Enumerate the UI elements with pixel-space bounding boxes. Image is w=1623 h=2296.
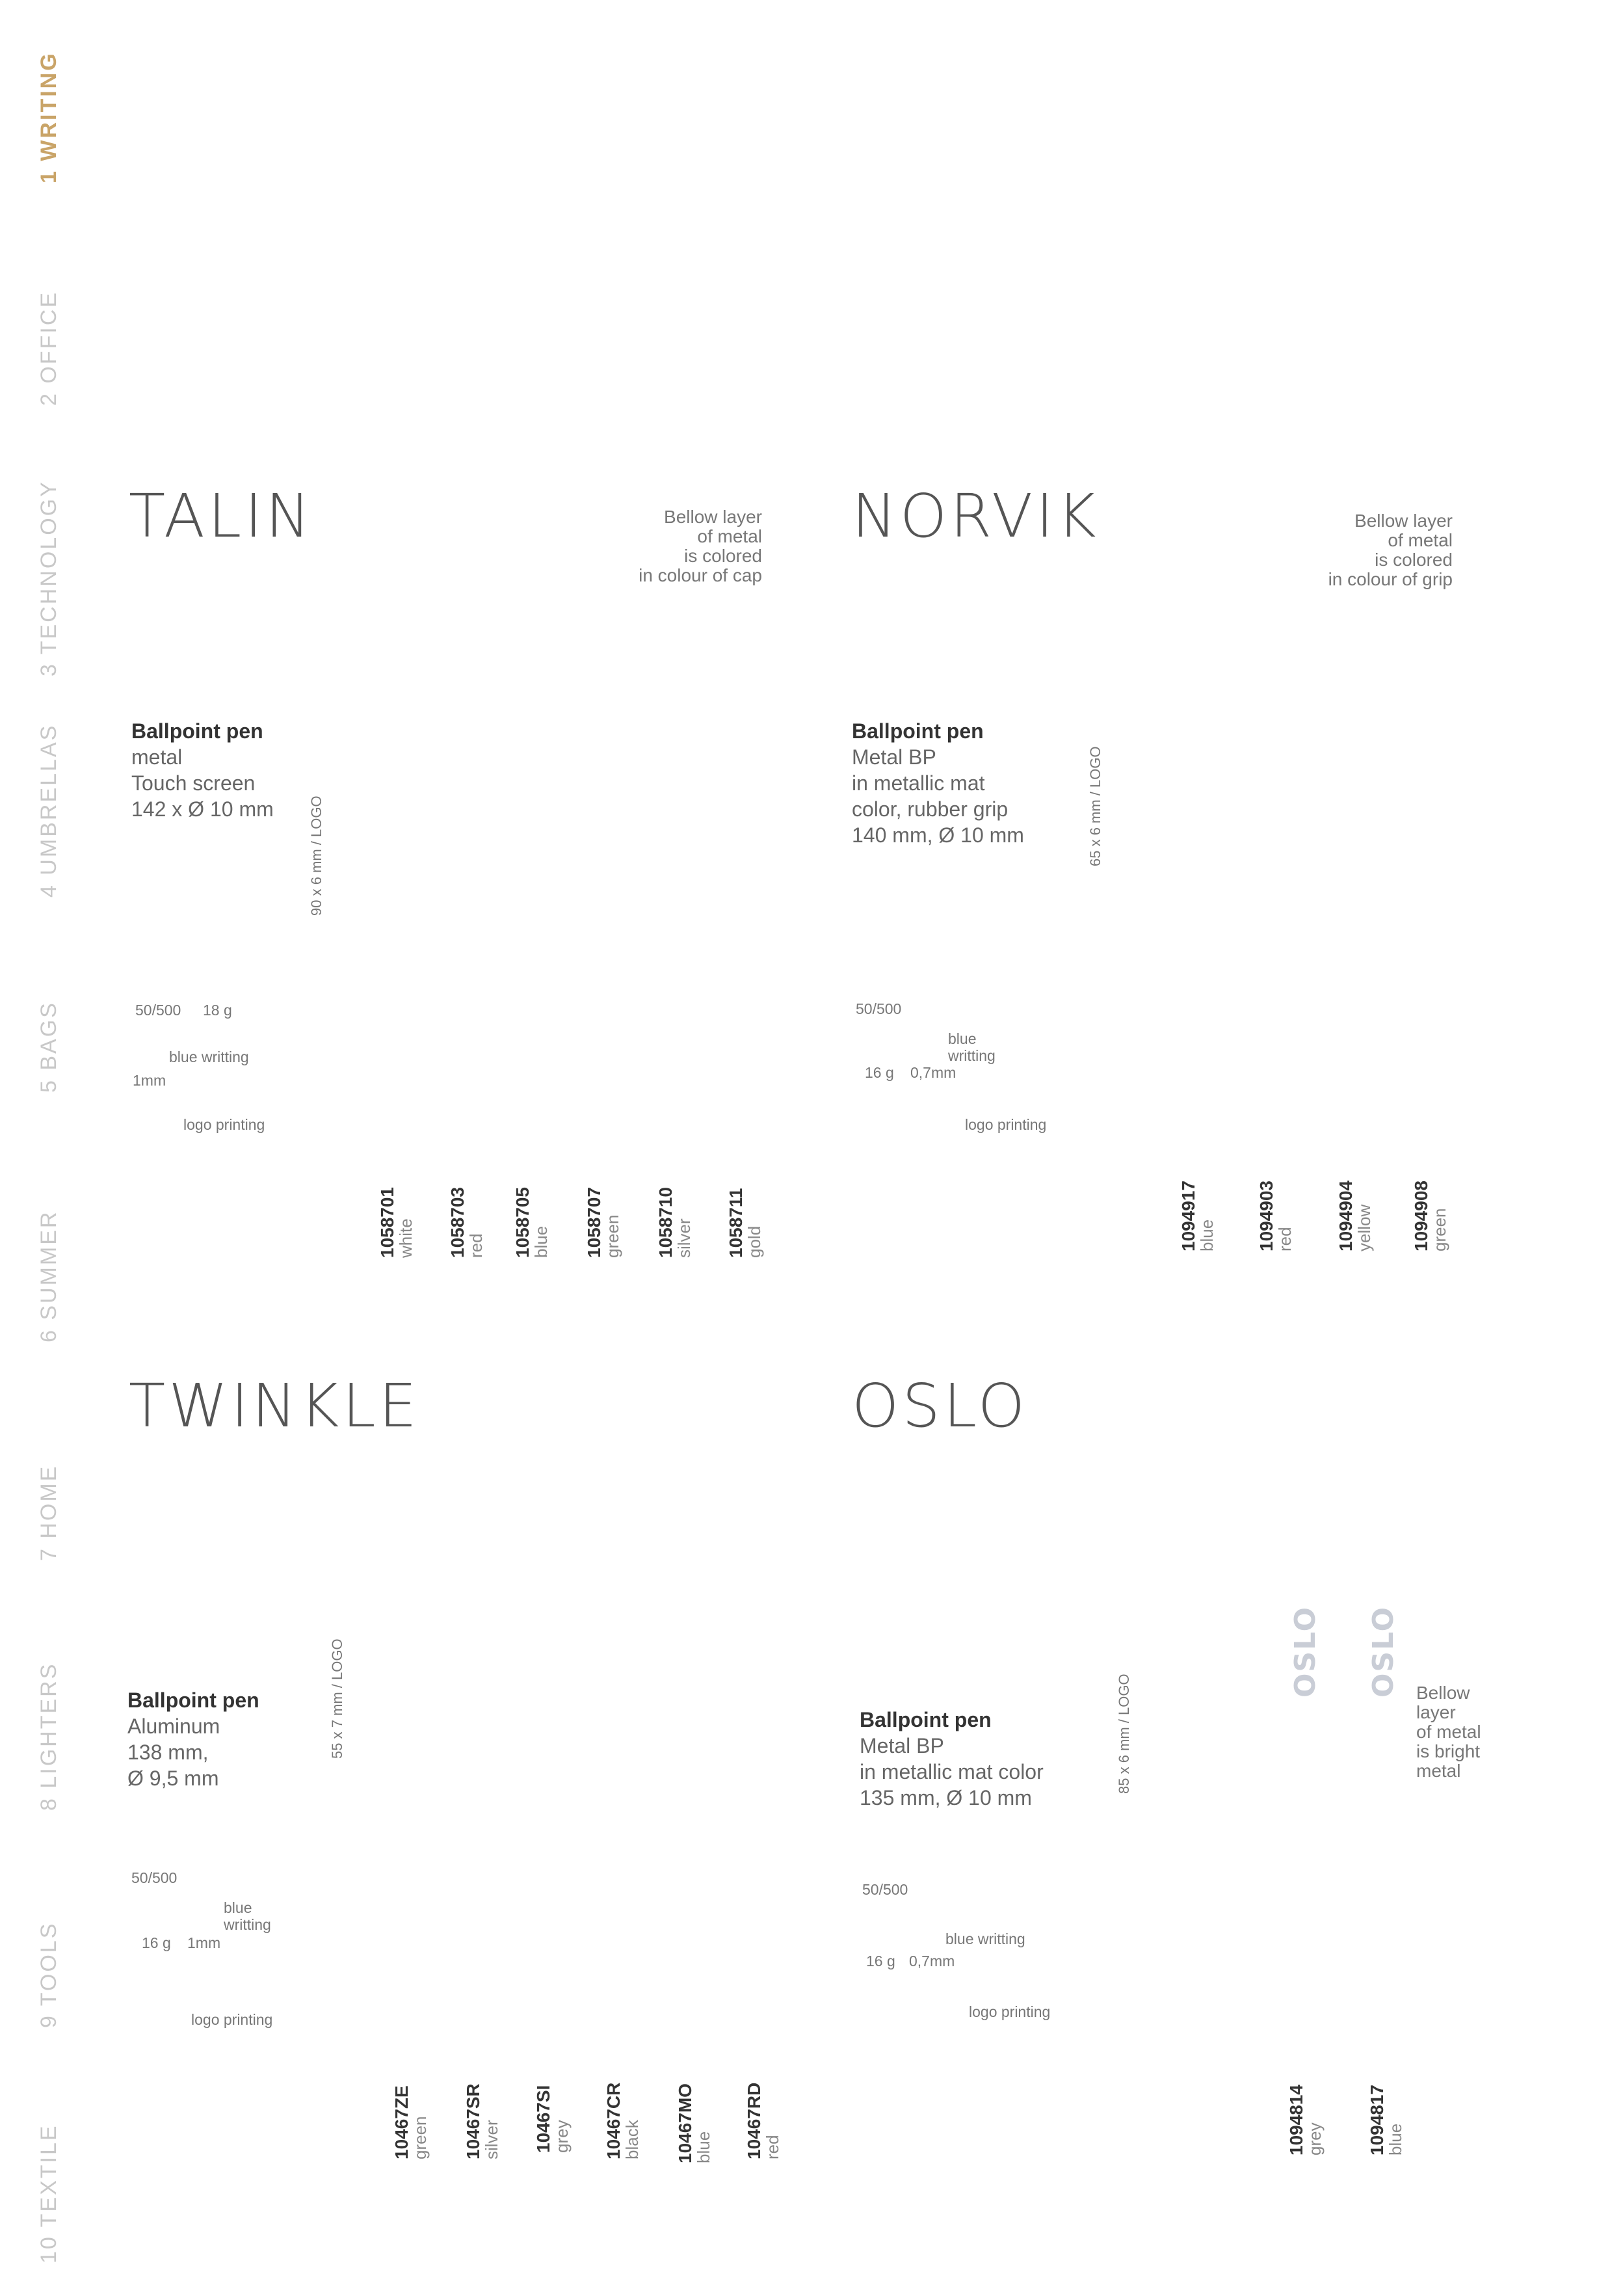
oslo-logo: OSLO [1289,1606,1322,1698]
weight: 16 g [142,1934,171,1951]
sidebar-item-writing[interactable]: 1 WRITING [36,51,61,183]
weight: 18 g [203,1002,232,1019]
variant-code: 1058710 silver [655,1186,694,1258]
variant-code: 1094817 blue [1367,2084,1405,2156]
variant-code: 1058705 blue [512,1186,551,1258]
printing-method: logo printing [191,2011,273,2028]
print-size: 85 x 6 mm / LOGO [1116,1674,1132,1794]
variant-code: 1058711 gold [726,1188,764,1258]
printing-method: logo printing [183,1116,265,1133]
product-title: OSLO [852,1371,1029,1441]
variant-code: 1058701 white [377,1186,416,1258]
tip-size: 1mm [133,1072,166,1089]
tip-size: 0,7mm [909,1953,955,1969]
product-note: Bellow layer of metal is bright metal [1416,1683,1481,1781]
variant-code: 10467MO blue [675,2083,713,2163]
product-description: Ballpoint pen metal Touch screen 142 x Ø 10 mm [131,719,274,821]
product-title: TALIN [129,481,314,551]
print-size: 65 x 6 mm / LOGO [1087,746,1103,866]
tip-size: 0,7mm [910,1064,957,1081]
weight: 16 g [865,1064,894,1081]
sidebar-item-bags[interactable]: 5 BAGS [36,1001,61,1093]
product-description: Ballpoint pen Metal BP in metallic mat color, rubber grip 140 mm, Ø 10 mm [852,719,1024,847]
variant-code: 1058707 green [584,1186,622,1258]
sidebar-item-umbrellas[interactable]: 4 UMBRELLAS [36,723,61,898]
variant-code: 10467SR silver [463,2083,501,2159]
variant-code: 1094917 blue [1178,1180,1217,1251]
tip-size: 1mm [187,1934,221,1951]
ink-info: blue writting [169,1048,249,1065]
variant-code: 10467SI grey [533,2085,572,2153]
variant-code: 1094904 yellow [1336,1180,1374,1251]
printing-method: logo printing [965,1116,1047,1133]
variant-code: 1058703 red [447,1186,486,1258]
product-title: NORVIK [852,481,1100,551]
product-note: Bellow layer of metal is colored in colour of cap [639,507,762,585]
weight: 16 g [866,1953,895,1969]
ink-info: writting [948,1047,996,1064]
variant-code: 10467ZE green [391,2085,430,2159]
packing-qty: 50/500 [135,1002,181,1019]
printing-method: logo printing [969,2003,1051,2020]
sidebar-item-summer[interactable]: 6 SUMMER [36,1210,61,1342]
product-description: Ballpoint pen Metal BP in metallic mat color 135 mm, Ø 10 mm [860,1708,1044,1809]
variant-code: 10467CR black [603,2082,642,2159]
sidebar-item-office[interactable]: 2 OFFICE [36,290,61,406]
sidebar-item-home[interactable]: 7 HOME [36,1464,61,1561]
variant-code: 10467RD red [744,2082,782,2159]
sidebar-item-technology[interactable]: 3 TECHNOLOGY [36,480,61,676]
ink-info: writting [224,1916,271,1933]
sidebar-item-tools[interactable]: 9 TOOLS [36,1921,61,2028]
packing-qty: 50/500 [856,1000,902,1017]
print-size: 55 x 7 mm / LOGO [329,1638,345,1759]
sidebar-item-textile[interactable]: 10 TEXTILE [36,2124,61,2263]
ink-info: blue writting [945,1930,1025,1947]
print-size: 90 x 6 mm / LOGO [308,795,324,916]
variant-code: 1094908 green [1411,1180,1449,1251]
variant-code: 1094814 grey [1286,2084,1325,2156]
product-description: Ballpoint pen Aluminum 138 mm, Ø 9,5 mm [127,1689,259,1790]
product-title: TWINKLE [129,1371,420,1441]
oslo-logo: OSLO [1367,1606,1400,1698]
variant-code: 1094903 red [1256,1180,1295,1251]
sidebar-item-lighters[interactable]: 8 LIGHTERS [36,1662,61,1811]
packing-qty: 50/500 [131,1869,178,1886]
product-note: Bellow layer of metal is colored in colour of grip [1328,511,1453,589]
ink-info: blue [224,1899,252,1916]
packing-qty: 50/500 [862,1881,908,1898]
ink-info: blue [948,1030,977,1047]
